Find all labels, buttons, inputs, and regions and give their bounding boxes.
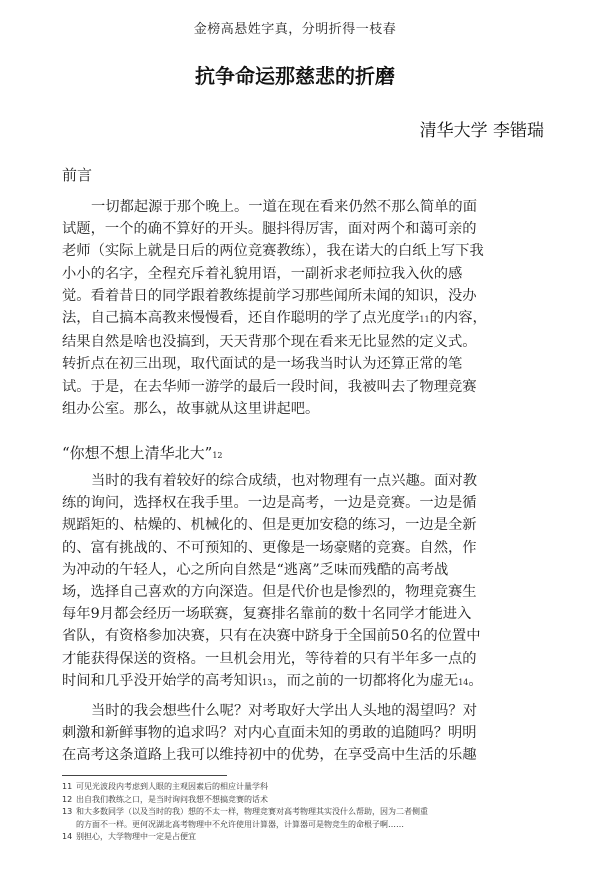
paragraph-line: 老师（实际上就是日后的两位竞赛教练），我在诺大的白纸上写下我	[62, 243, 484, 260]
paragraph-line: 规蹈矩的、枯燥的、机械化的、但是更加安稳的练习，一边是全新	[62, 517, 477, 534]
paragraph-line: 组办公室。那么，故事就从这里讲起吧。	[62, 400, 320, 417]
footnote-text: 的方面不一样。更何况湖北高考物理中不允许使用计算器，计算器可是物竞生的命根子啊……	[76, 819, 404, 829]
paragraph-line: 每年9月都会经历一场联赛，复赛排名靠前的数十名同学才能进入	[62, 606, 472, 623]
section-heading-question	[62, 442, 223, 463]
paragraph-line: 小小的名字，全程充斥着礼貌用语，一副祈求老师拉我入伙的感	[62, 265, 463, 282]
paragraph-line: 才能获得保送的资格。一旦机会用光，等待着的只有半年多一点的	[62, 650, 477, 667]
footnote-number: 14	[62, 832, 73, 841]
body-paragraph-1	[62, 470, 552, 694]
paragraph-line: 在高考这条道路上我可以维持初中的优势，在享受高中生活的乐趣	[62, 747, 477, 764]
footnote-text: 可见光波段内考虑到人眼的主观因素后的相应计量学科	[76, 782, 268, 791]
footnote-number: 12	[62, 794, 73, 804]
footnote-item	[62, 806, 532, 819]
heading-text: “你想不想上清华北大”	[62, 444, 213, 462]
footnote-item	[62, 819, 532, 832]
line-text: 的内容，	[429, 310, 487, 327]
paragraph-line: 场，选择自己喜欢的方向深造。但是代价也是惨烈的，物理竞赛生	[62, 584, 477, 601]
footnote-item	[62, 794, 532, 807]
line-text: 时间和几乎没开始学的高考知识	[62, 672, 263, 689]
line-text: 。	[468, 672, 483, 689]
paragraph-line	[62, 307, 552, 331]
footnote-item	[62, 781, 532, 794]
paragraph-line: 当时的我有着较好的综合成绩，也对物理有一点兴趣。面对教	[91, 473, 478, 489]
footnote-item	[62, 831, 532, 844]
paragraph-line	[62, 670, 552, 694]
footnote-text: 和大多数同学（以及当时的我）想的不太一样，物理竞赛对高考物理其实没什么帮助，因为二者侧重	[76, 807, 428, 816]
footnote-text: 别担心，大学物理中一定是占便宜	[76, 832, 196, 841]
paragraph-line: 当时的我会想些什么呢？对考取好大学出人头地的渴望吗？对	[91, 703, 478, 719]
footnote-number: 11	[62, 782, 73, 791]
preface-paragraph	[62, 196, 552, 420]
page-header: 金榜高悬姓字真，分明折得一枝春	[193, 22, 397, 37]
line-text: ，而之前的一切都将化为虚无	[272, 672, 459, 689]
paragraph-line: 试。于是，在去华师一游学的最后一段时间，我被叫去了物理竞赛	[62, 378, 477, 395]
footnote-text: 出自我们教练之口，是当时询问我想不想搞竞赛的话术	[76, 794, 268, 804]
paragraph-line: 觉。看着昔日的同学跟着教练提前学习那些闻所未闻的知识，没办	[62, 287, 477, 304]
body-paragraph-2	[62, 700, 552, 767]
paragraph-line: 试题，一个的确不算好的开头。腿抖得厉害，面对两个和蔼可亲的	[62, 221, 477, 238]
footnotes	[62, 781, 532, 844]
footnote-number: 13	[62, 807, 73, 816]
paragraph-line: 练的询问，选择权在我手里。一边是高考，一边是竞赛。一边是循	[62, 495, 477, 512]
footnote-ref: 14	[458, 677, 469, 687]
paragraph-line: 的、富有挑战的、不可预知的、更像是一场豪赌的竞赛。自然，作	[62, 539, 477, 556]
paragraph-line: 一切都起源于那个晚上。一道在现在看来仍然不那么简单的面	[91, 199, 478, 215]
paragraph-line: 结果自然是啥也没搞到，天天背那个现在看来无比显然的定义式。	[62, 334, 477, 351]
line-text: 法，自己搞本高教来慢慢看，还自作聪明的学了点光度学	[62, 310, 420, 327]
author-line: 清华大学 李锴瑞	[419, 121, 544, 141]
paragraph-line: 为冲动的午轻人，心之所向自然是“逃离”乏味而残酷的高考战	[62, 561, 449, 578]
paragraph-line: 转折点在初三出现，取代面试的是一场我当时认为还算正常的笔	[62, 356, 463, 373]
footnote-ref: 11	[419, 315, 430, 325]
paragraph-line: 省队，有资格参加决赛，只有在决赛中跻身于全国前50名的位置中	[62, 628, 481, 645]
paragraph-line: 刺激和新鲜事物的追求吗？对内心直面未知的勇敢的追随吗？明明	[62, 725, 477, 742]
footnote-divider	[62, 775, 227, 776]
page-title: 抗争命运那慈悲的折磨	[195, 64, 395, 88]
section-heading-preface: 前言	[62, 166, 93, 184]
footnote-ref: 12	[212, 451, 223, 460]
footnote-ref: 13	[262, 677, 273, 687]
